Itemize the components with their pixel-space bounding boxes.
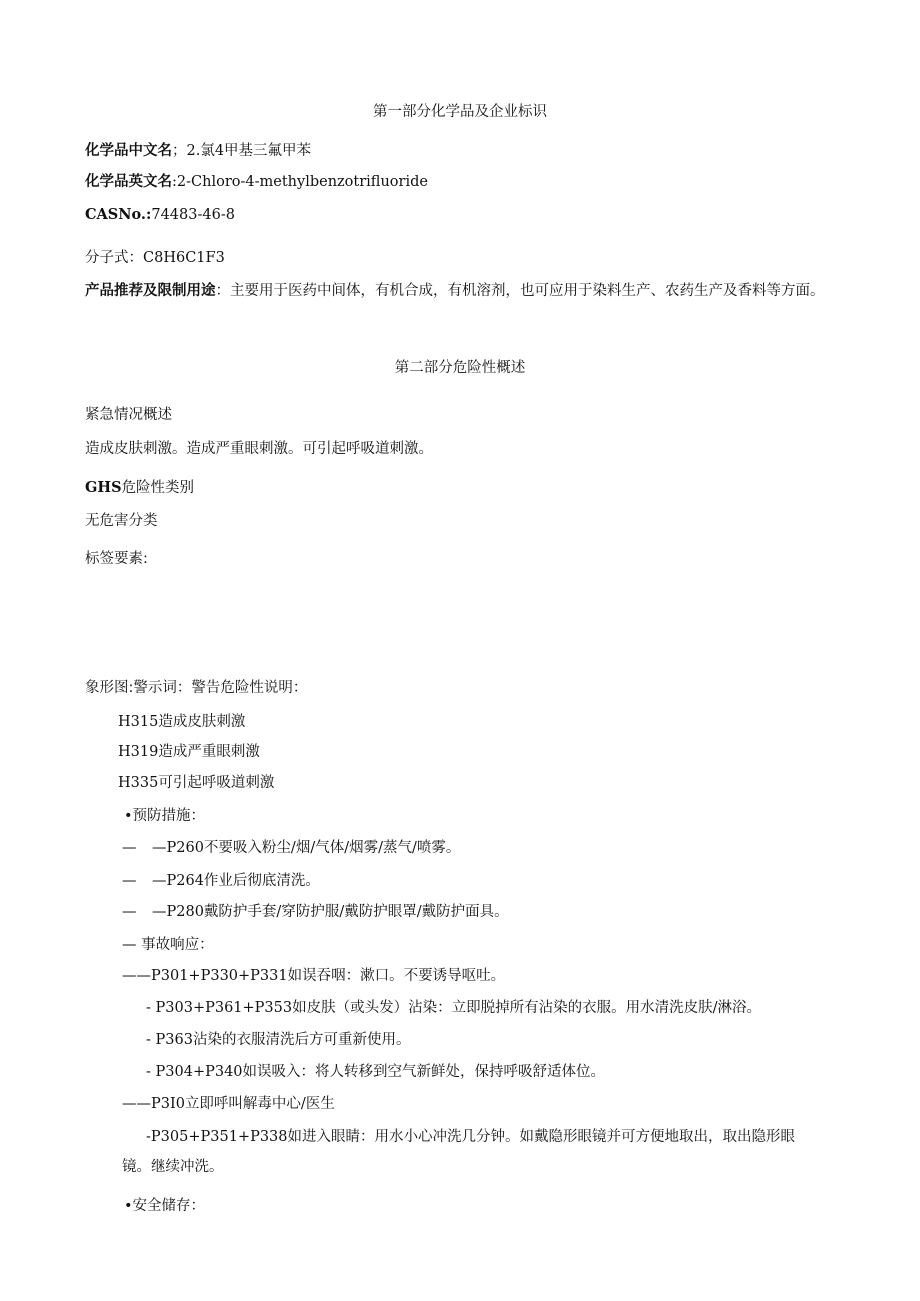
cn-name-row — [85, 141, 311, 161]
storage-heading: •安全储存： — [124, 1198, 206, 1214]
prevention-p264 — [122, 871, 320, 891]
en-name-row — [85, 172, 428, 192]
response-p305: -P305+P351+P338如进入眼睛：用水小心冲洗几分钟。如戴隐形眼镜并可方便地取出，取出隐形眼镜。继续冲洗。 — [122, 1129, 795, 1175]
ghs-heading-bold: GHS — [85, 479, 122, 496]
prevention-heading: •预防措施： — [124, 808, 206, 824]
cn-name-label: 化学品中文名 — [85, 143, 172, 159]
pictogram-line: 象形图:警示词：警告危险性说明： — [85, 680, 308, 696]
prevention-p264-text: —P264作业后彻底清洗。 — [152, 873, 320, 889]
label-elements: 标签要素: — [85, 551, 148, 567]
hazard-h319: H319造成严重眼刺激 — [118, 744, 260, 760]
formula-label: 分子式： — [85, 250, 143, 266]
prevention-p260 — [122, 838, 460, 858]
prevention-p260-text: —P260不要吸入粉尘/烟/气体/烟雾/蒸气/喷雾。 — [152, 840, 461, 856]
cas-row — [85, 205, 235, 225]
use-text: ：主要用于医药中间体，有机合成，有机溶剂，也可应用于染料生产、农药生产及香料等方面。 — [215, 283, 825, 299]
response-p363: - P363沾染的衣服清洗后方可重新使用。 — [146, 1032, 411, 1048]
emergency-text: 造成皮肤刺激。造成严重眼刺激。可引起呼吸道刺激。 — [85, 441, 433, 457]
prevention-p280-text: —P280戴防护手套/穿防护服/戴防护眼罩/戴防护面具。 — [152, 904, 509, 920]
prevention-dash: — — [122, 873, 137, 889]
cas-label: CASNo.: — [85, 206, 152, 223]
use-label: 产品推荐及限制用途 — [85, 283, 216, 299]
ghs-text: 无危害分类 — [85, 513, 158, 529]
response-p303: - P303+P361+P353如皮肤（或头发）沾染：立即脱掉所有沾染的衣服。用水清洗皮肤/淋浴。 — [146, 1000, 761, 1016]
response-p310: ——P3I0立即呼叫解毒中心/医生 — [122, 1096, 335, 1112]
ghs-heading — [85, 478, 194, 498]
formula-row — [85, 248, 225, 268]
response-heading: — 事故响应： — [122, 937, 214, 953]
response-p301: ——P301+P330+P331如误吞咽：漱口。不要诱导呕吐。 — [122, 968, 506, 984]
prevention-p280 — [122, 902, 509, 922]
cn-name-value: 2.氯4甲基三氟甲苯 — [186, 143, 312, 159]
emergency-heading: 紧急情况概述 — [85, 407, 172, 423]
hazard-h315: H315造成皮肤刺激 — [118, 714, 246, 730]
formula-value: C8H6C1F3 — [143, 250, 225, 266]
cn-name-sep: ； — [172, 143, 187, 159]
en-name-value: 2-Chloro-4-methylbenzotrifluoride — [176, 174, 428, 190]
section2-title: 第二部分危险性概述 — [394, 360, 526, 376]
response-p304: - P304+P340如误吸入：将人转移到空气新鲜处，保持呼吸舒适体位。 — [146, 1064, 606, 1080]
hazard-h335: H335可引起呼吸道刺激 — [118, 775, 275, 791]
cas-value: 74483-46-8 — [151, 207, 235, 223]
ghs-heading-rest: 危险性类别 — [121, 480, 195, 496]
prevention-dash: — — [122, 840, 137, 856]
en-name-sep: : — [172, 174, 177, 190]
use-row — [85, 276, 830, 306]
section1-title: 第一部分化学品及企业标识 — [373, 104, 547, 120]
en-name-label: 化学品英文名 — [85, 174, 172, 190]
prevention-dash: — — [122, 904, 137, 920]
